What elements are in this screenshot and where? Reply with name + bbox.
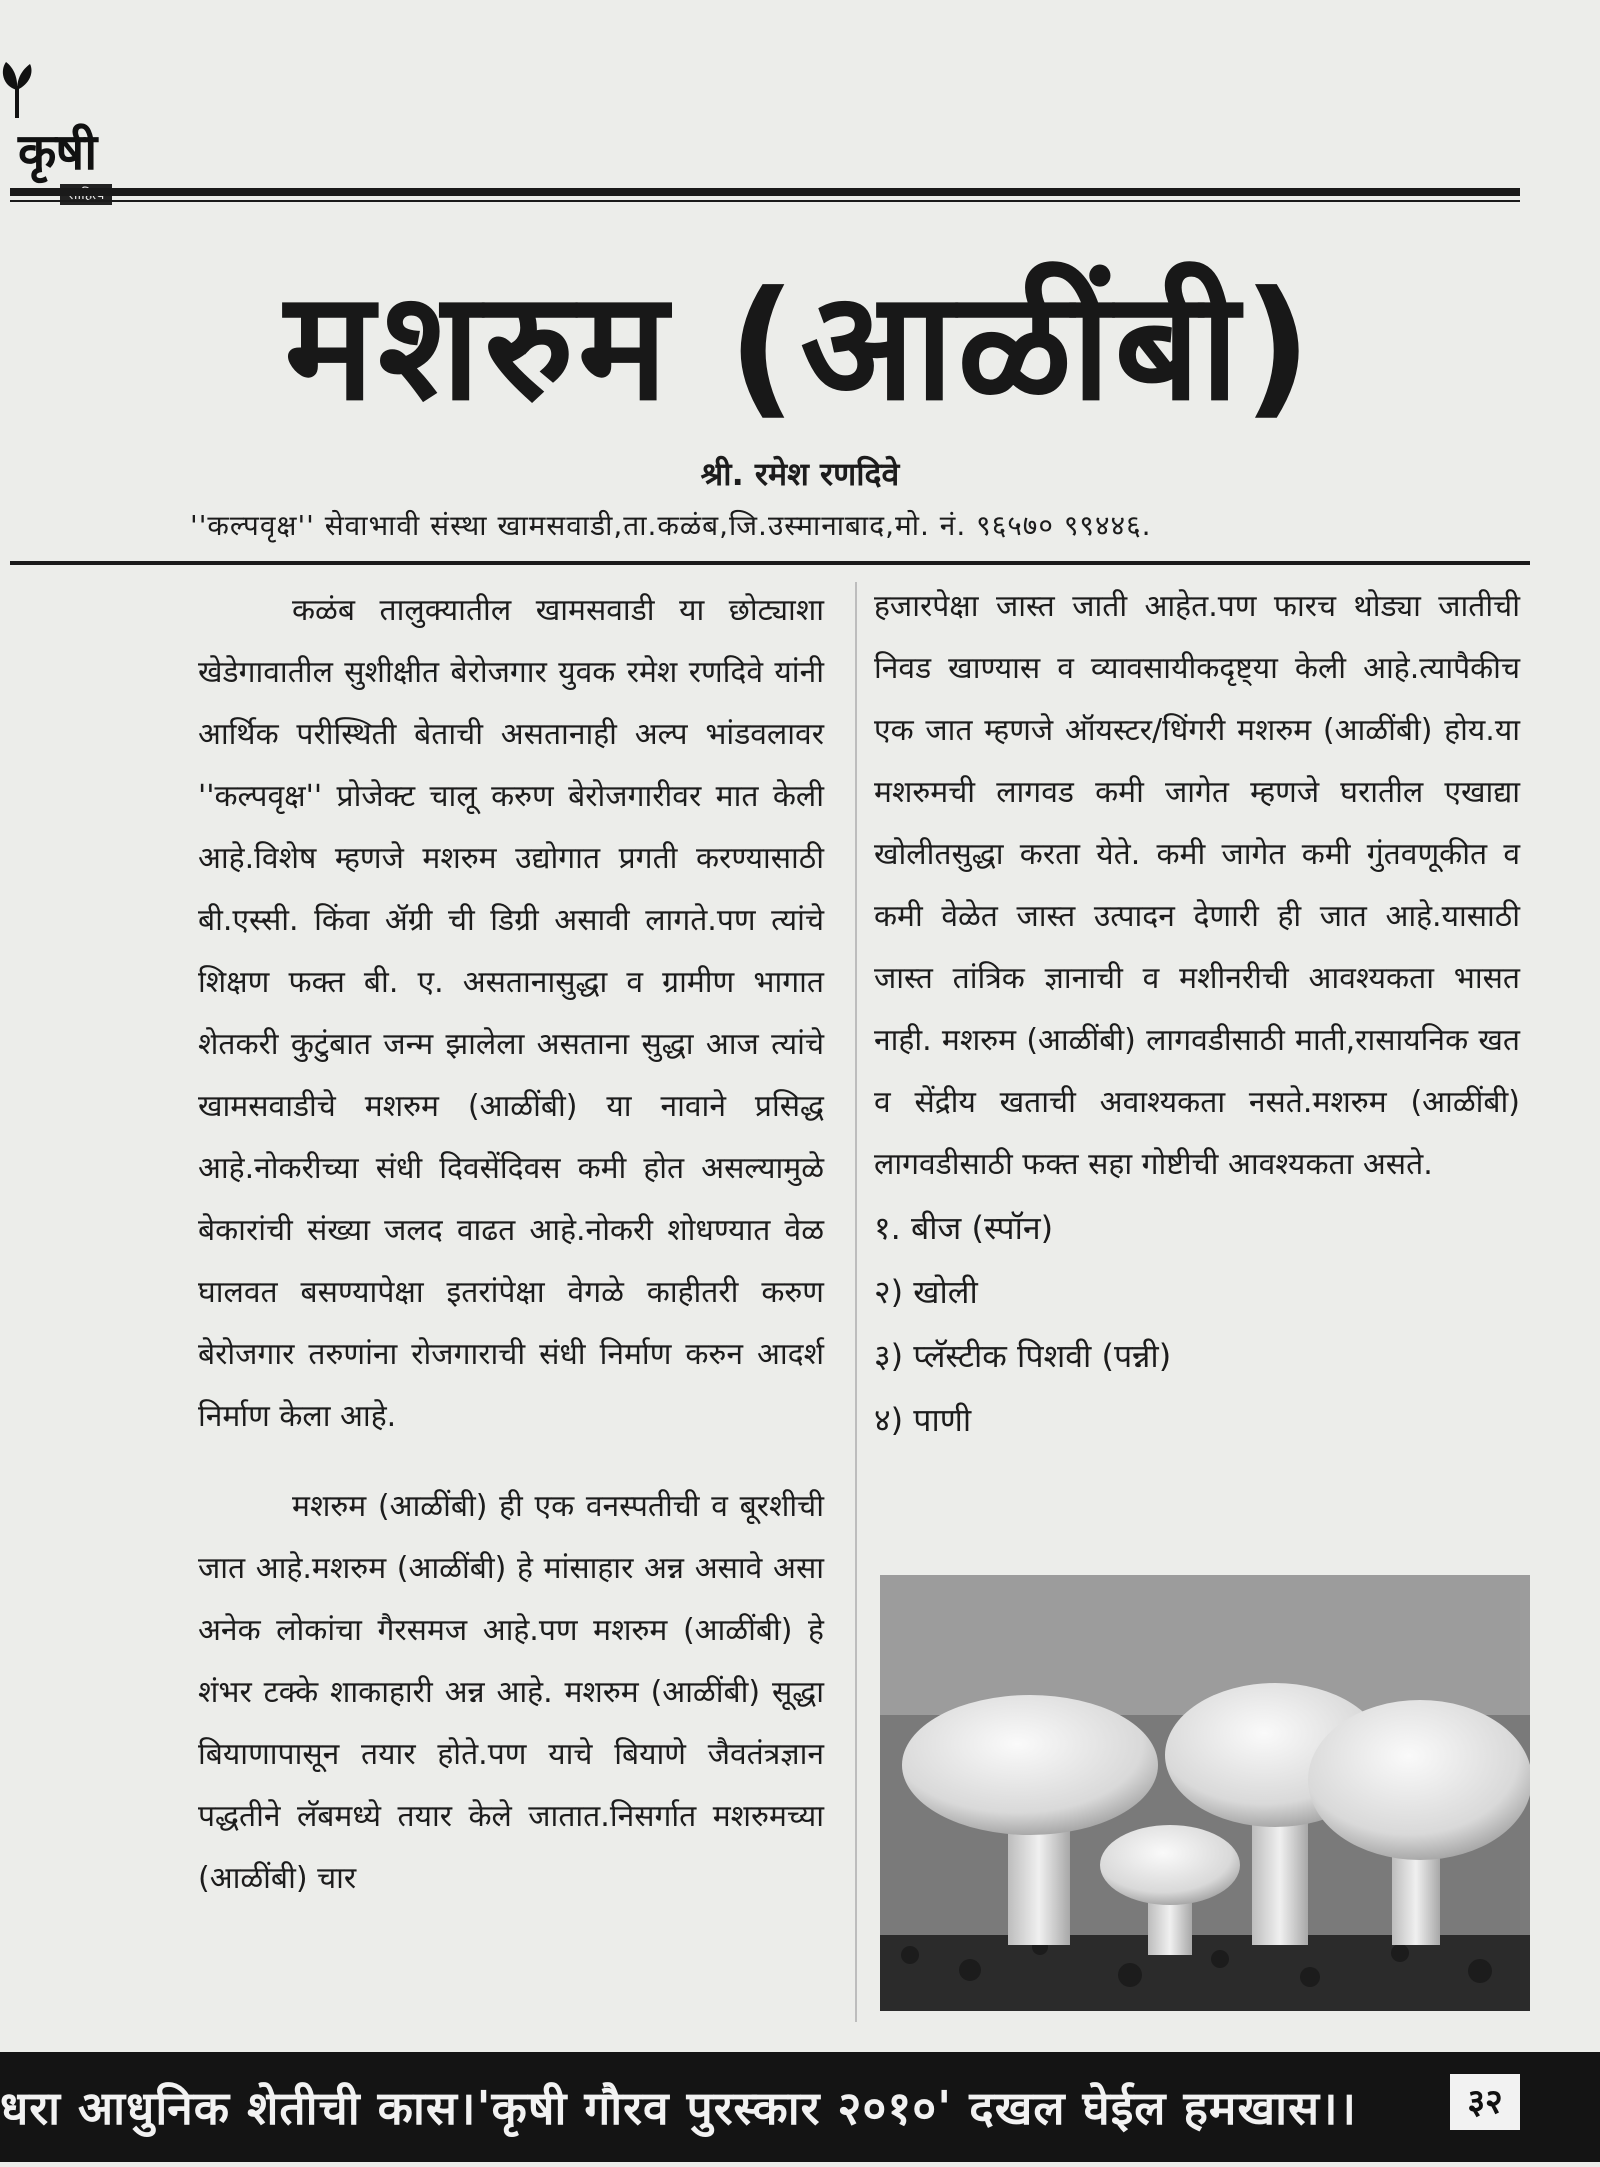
paragraph: कळंब तालुक्यातील खामसवाडी या छोट्याशा खेडेगावातील सुशीक्षीत बेरोजगार युवक रमेश रणदिवे यांनी आर्थिक परीस्थिती बेताची असतानाही अल्प भांडवलावर ''कल्पवृक्ष'' प्रोजेक्ट चालू करुण बेरोजगारीवर मात केली आहे.विशेष म्हणजे मशरुम उद्योगात प्रगती करण्यासाठी बी.एस्सी. किंवा ॲग्री ची डिग्री असावी लागते.पण त्यांचे शिक्षण फक्त बी. ए. असतानासुद्धा व ग्रामीण भागात शेतकरी कुटुंबात जन्म झालेला असताना सुद्धा आज त्यांचे खामसवाडीचे मशरुम (आळींबी) या नावाने प्रसिद्ध आहे.नोकरीच्या संधी दिवसेंदिवस कमी होत असल्यामुळे बेकारांची संख्या जलद वाढत आहे.नोकरी शोधण्यात वेळ घालवत बसण्यापेक्षा इतरांपेक्षा वेगळे काहीतरी करुण बेरोजगार तरुणांना रोजगाराची संधी निर्माण करुन आदर्श निर्माण केला आहे. <box>198 593 824 1434</box>
header-rule-thin <box>10 200 1520 202</box>
list-item: ४) पाणी <box>874 1401 972 1439</box>
mushroom-photo <box>880 1575 1530 2011</box>
page-number: ३२ <box>1450 2074 1520 2130</box>
paragraph: हजारपेक्षा जास्त जाती आहेत.पण फारच थोड्या जातीची निवड खाण्यास व व्यावसायीकदृष्ट्या केली आहे.त्यापैकीच एक जात म्हणजे ऑयस्टर/धिंगरी मशरुम (आळींबी) होय.या मशरुमची लागवड कमी जागेत म्हणजे घरातील एखाद्या खोलीतसुद्धा करता येते. कमी जागेत कमी गुंतवणूकीत व कमी वेळेत जास्त उत्पादन देणारी ही जात आहे.यासाठी जास्त तांत्रिक ज्ञानाची व मशीनरीची आवश्यकता भासत नाही. मशरुम (आळींबी) लागवडीसाठी माती,रासायनिक खत व सेंद्रीय खताची अवाश्यकता नसते.मशरुम (आळींबी) लागवडीसाठी फक्त सहा गोष्टीची आवश्यकता असते. <box>874 589 1520 1182</box>
column-divider <box>855 582 857 2022</box>
list-item: १. बीज (स्पॉन) <box>874 1209 1054 1247</box>
footer-banner <box>0 2052 1600 2162</box>
paragraph: मशरुम (आळींबी) ही एक वनस्पतीची व बूरशीची जात आहे.मशरुम (आळींबी) हे मांसाहार अन्न असावे असा अनेक लोकांचा गैरसमज आहे.पण मशरुम (आळींबी) हे शंभर टक्के शाकाहारी अन्न आहे. मशरुम (आळींबी) सूद्धा बियाणापासून तयार होते.पण याचे बियाणे जैवतंत्रज्ञान पद्धतीने लॅबमध्ये तयार केले जातात.निसर्गात मशरुमच्या (आळींबी) चार <box>198 1489 824 1896</box>
article-title: मशरुम (आळींबी) <box>284 260 1316 434</box>
right-column <box>874 576 1520 1452</box>
section-divider <box>10 561 1530 565</box>
author-affiliation: ''कल्पवृक्ष'' सेवाभावी संस्था खामसवाडी,ता.कळंब,जि.उस्मानाबाद,मो. नं. ९६५७० ९९४४६. <box>190 509 1152 542</box>
leaf-icon <box>0 60 34 120</box>
article-author: श्री. रमेश रणदिवे <box>700 455 900 493</box>
list-item: ३) प्लॅस्टीक पिशवी (पन्नी) <box>874 1337 1172 1375</box>
logo-text: कृषी <box>18 123 97 181</box>
left-column <box>198 580 824 1910</box>
footer-slogan: धरा आधुनिक शेतीची कास।'कृषी गौरव पुरस्कार २०१०' दखल घेईल हमखास।। <box>0 2081 1357 2135</box>
header-rule <box>10 188 1520 196</box>
requirements-list <box>874 1196 1520 1452</box>
list-item: २) खोली <box>874 1273 978 1311</box>
logo <box>0 20 170 190</box>
